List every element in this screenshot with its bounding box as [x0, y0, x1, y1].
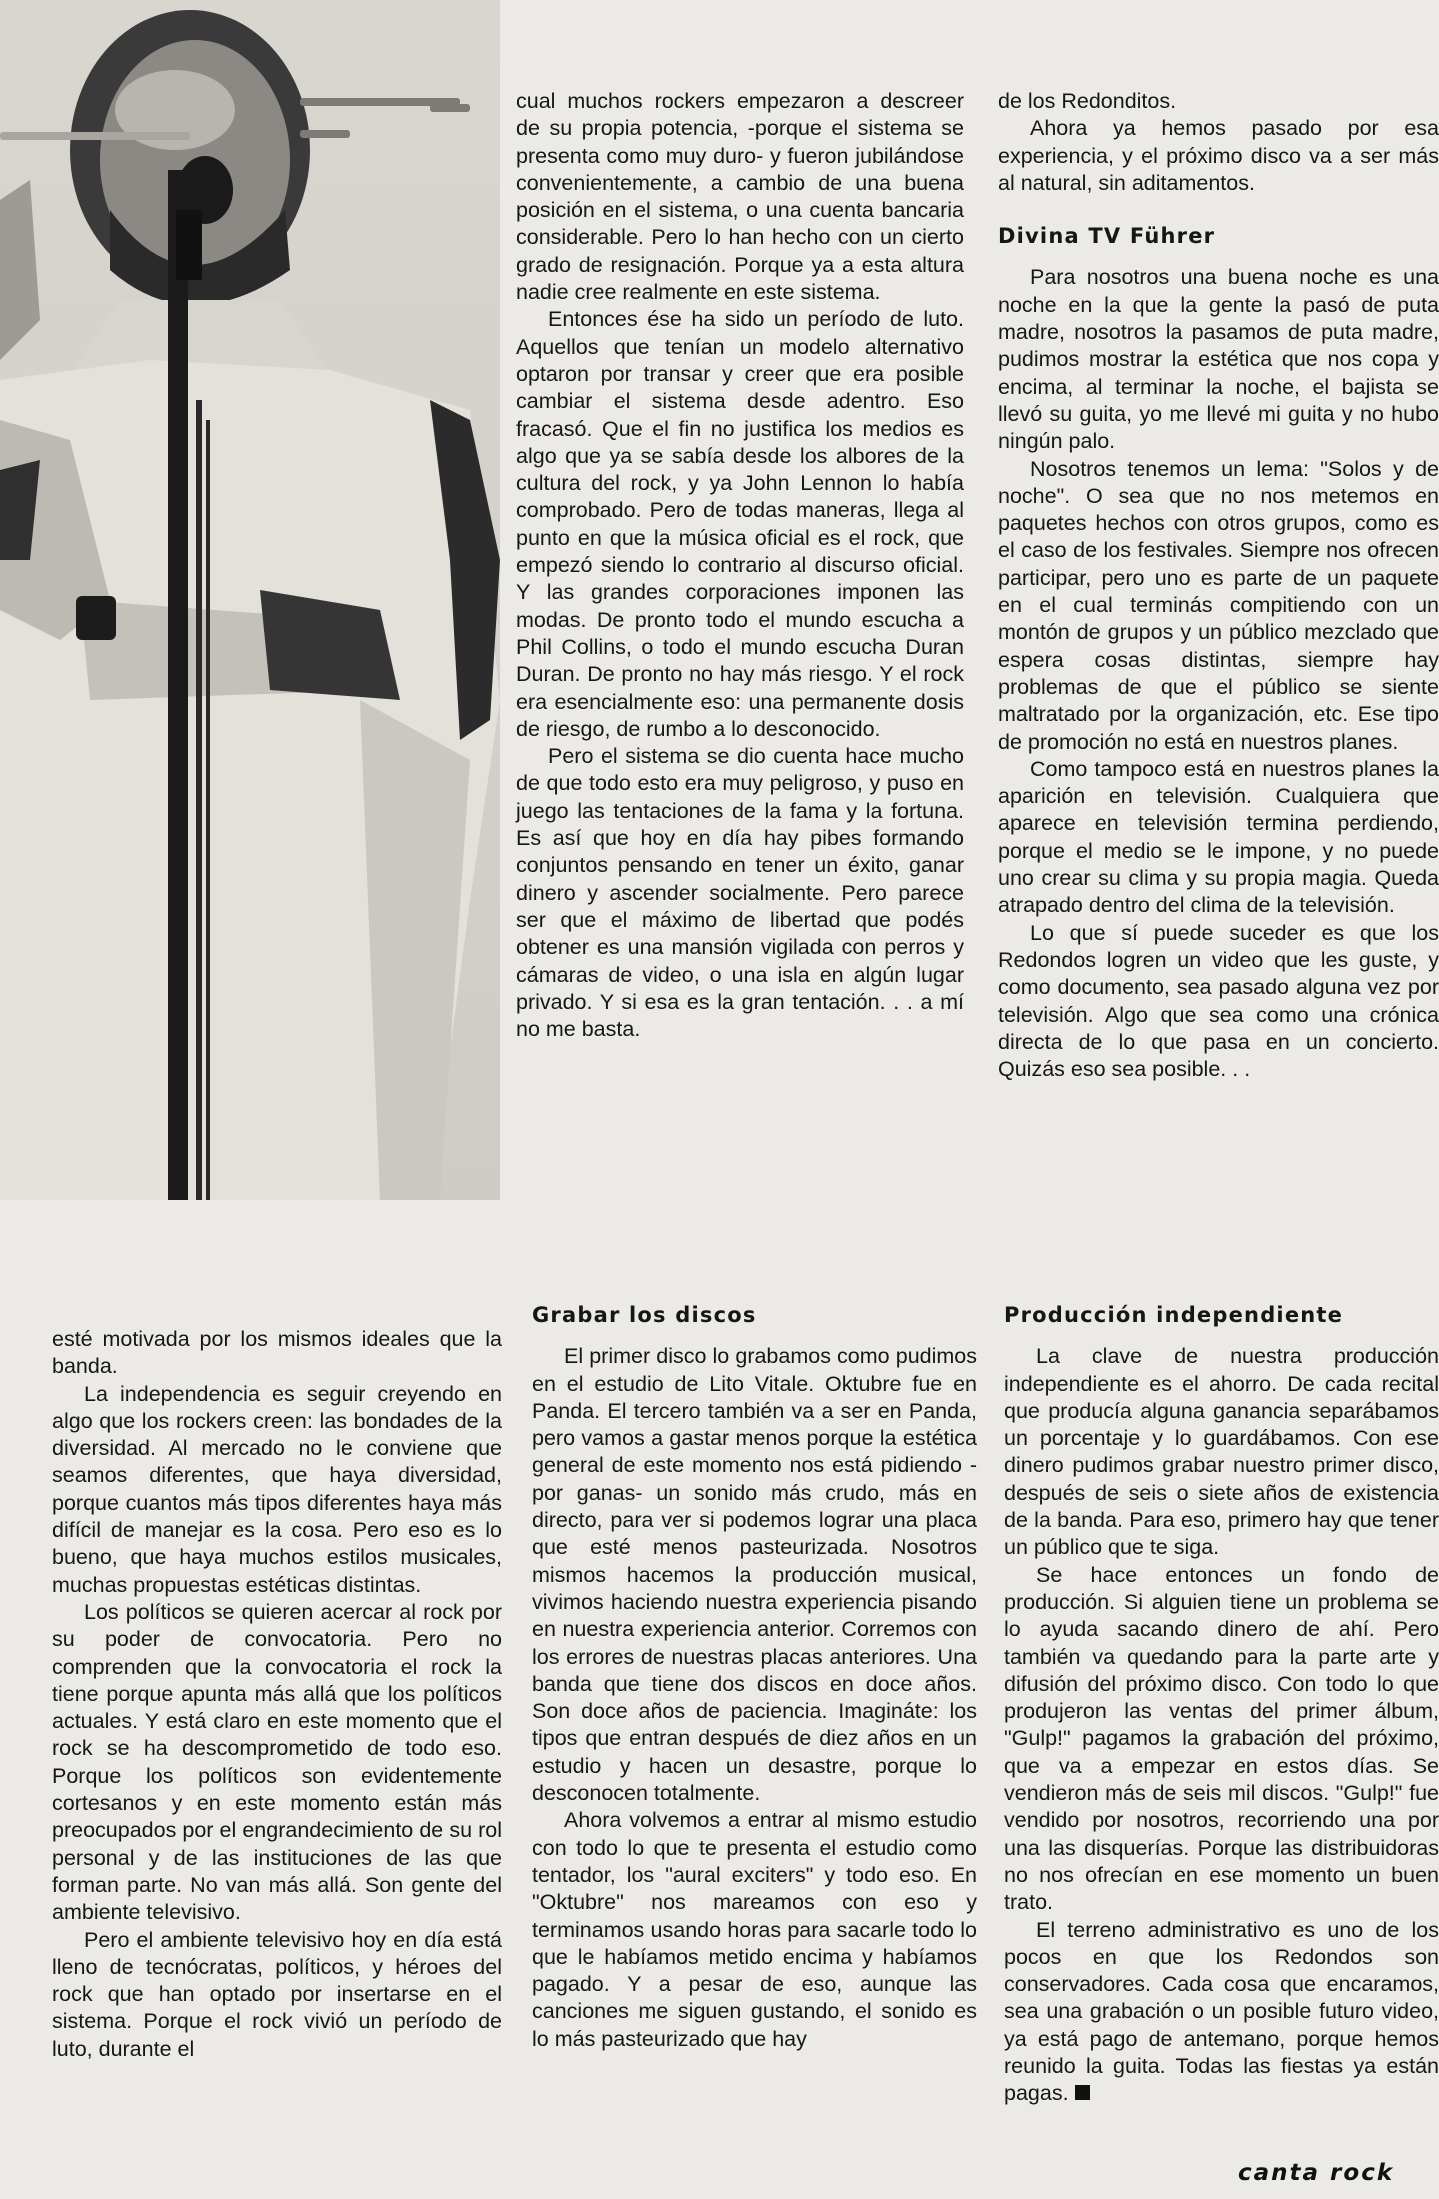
- paragraph: Nosotros tenemos un lema: "Solos y de noche". O sea que no nos metemos en paquetes hechos con otros grupos, como es el caso de los festivales. Siempre nos ofrecen participar, pero uno es parte de un paquete en el cual terminás compitiendo con un montón de grupos y un público mezclado que espera cosas distintas, siempre hay problemas de que el público se siente maltratado por la organización, etc. Ese tipo de promoción no está en nuestros planes.: [998, 456, 1439, 754]
- section-heading: Divina TV Führer: [998, 224, 1216, 249]
- paragraph-text: El terreno administrativo es uno de los pocos en que los Redondos son conservadores. Cada cosa que encaramos, sea una grabación o un posible futuro video, ya está pago de antemano, porque hemos reunido la guita. Todas las fiestas ya están pagas.: [1004, 1917, 1439, 2106]
- article-column-bottom-left: [52, 1326, 502, 2063]
- section-heading: Grabar los discos: [532, 1303, 757, 1327]
- paragraph: La clave de nuestra producción independiente es el ahorro. De cada recital que producía alguna ganancia separábamos un porcentaje y lo guardábamos. Con ese dinero pudimos grabar nuestro primer disco, después de seis o siete años de existencia de la banda. Para eso, primero hay que tener un público que te siga.: [1004, 1344, 1439, 1560]
- paragraph: Ahora volvemos a entrar al mismo estudio con todo lo que te presenta el estudio como tentador, los "aural exciters" y todo eso. En "Oktubre" nos mareamos con eso y terminamos usando horas para sacarle todo lo que le habíamos metido encima y habíamos pagado. Y a pesar de eso, aunque las canciones me siguen gustando, el sonido es lo más pasteurizado que hay: [532, 1808, 977, 2051]
- paragraph: [1004, 1917, 1439, 2108]
- paragraph: La independencia es seguir creyendo en algo que los rockers creen: las bondades de la diversidad. Al mercado no le conviene que seamos diferentes, que haya diversidad, porque cuantos más tipos diferentes haya más difícil de manejar es la cosa. Pero eso es lo bueno, que haya muchos estilos musicales, muchas propuestas estéticas distintas.: [52, 1381, 502, 1597]
- article-column-bottom-middle: [532, 1302, 977, 2053]
- article-column-top-middle: [516, 88, 964, 1043]
- paragraph: Ahora ya hemos pasado por esa experiencia, y el próximo disco va a ser más al natural, sin aditamentos.: [998, 116, 1439, 195]
- paragraph: El primer disco lo grabamos como pudimos en el estudio de Lito Vitale. Oktubre fue en Panda. El tercero también va a ser en Panda, pero vamos a gastar menos porque la estética general de este momento nos está pidiendo -por ganas- un sonido más crudo, más en directo, para ver si podemos lograr una placa que esté menos pasteurizada. Nosotros mismos hacemos la producción musical, vivimos haciendo nuestra experiencia pisando en nuestra experiencia anterior. Corremos con los errores de nuestras placas anteriores. Una banda que tiene dos discos en doce años. Son doce años de paciencia. Imagináte: los tipos que entran después de diez años en un estudio y hacen un desastre, porque lo desconocen totalmente.: [532, 1344, 977, 1806]
- paragraph: Pero el ambiente televisivo hoy en día está lleno de tecnócratas, políticos, y héroes del rock que han optado por insertarse en el sistema. Porque el rock vivió un período de luto, durante el: [52, 1927, 502, 2061]
- paragraph: Lo que sí puede suceder es que los Redondos logren un video que les guste, y como documento, sea pasado alguna vez por televisión. Algo que sea como una crónica directa de lo que pasa en un concierto. Quizás eso sea posible. . .: [998, 920, 1439, 1082]
- print-mark: [430, 104, 470, 112]
- paragraph: esté motivada por los mismos ideales que la banda.: [52, 1327, 502, 1379]
- paragraph: cual muchos rockers empezaron a descreer de su propia potencia, -porque el sistema se presenta como muy duro- y fueron jubilándose convenientemente, a cambio de una buena posición en el sistema, o una cuenta bancaria considerable. Pero lo han hecho con un cierto grado de resignación. Porque ya a esta altura nadie cree realmente en este sistema.: [516, 89, 964, 305]
- paragraph: Los políticos se quieren acercar al rock por su poder de convocatoria. Pero no comprenden que la convocatoria el rock la tiene porque apunta más allá que los políticos actuales. Y está claro en este momento que el rock se ha descomprometido de todo eso. Porque los políticos son evidentemente cortesanos y en este momento están más preocupados por el engrandecimiento de su rol personal y de las instituciones de las que forman parte. No van más allá. Son gente del ambiente televisivo.: [52, 1599, 502, 1925]
- print-mark: [300, 130, 350, 138]
- end-of-article-icon: [1075, 2085, 1090, 2100]
- section-heading: Producción independiente: [1004, 1303, 1344, 1327]
- paragraph: Se hace entonces un fondo de producción. Si alguien tiene un problema se lo ayuda sacando dinero de ahí. Pero también va quedando para la parte arte y difusión del próximo disco. Con todo lo que produjeron las ventas del primer álbum, "Gulp!" pagamos la grabación del próximo, que va a empezar en estos días. Se vendieron más de seis mil discos. "Gulp!" fue vendido por nosotros, recorriendo una por una las disquerías. Porque las distribuidoras no nos ofrecían en ese momento un buen trato.: [1004, 1562, 1439, 1915]
- paragraph: Como tampoco está en nuestros planes la aparición en televisión. Cualquiera que aparece en televisión termina perdiendo, porque el medio se le impone, y no puede uno crear su clima y su propia magia. Queda atrapado dentro del clima de la televisión.: [998, 756, 1439, 918]
- paragraph: de los Redonditos.: [998, 89, 1177, 113]
- paragraph: Para nosotros una buena noche es una noche en la que la gente la pasó de puta madre, nosotros la pasamos de puta madre, pudimos mostrar la estética que nos copa y encima, al terminar la noche, el bajista se llevó su guita, yo me llevé mi guita y no hubo ningún palo.: [998, 265, 1439, 454]
- concert-singer-photo-icon: [0, 0, 500, 1200]
- article-column-bottom-right: [1004, 1302, 1439, 2108]
- article-column-top-right: [998, 88, 1439, 1083]
- magazine-footer: canta rock: [1238, 2160, 1395, 2186]
- print-mark: [0, 132, 190, 140]
- paragraph: Pero el sistema se dio cuenta hace mucho de que todo esto era muy peligroso, y puso en juego las tentaciones de la fama y la fortuna. Es así que hoy en día hay pibes formando conjuntos pensando en tener un éxito, ganar dinero y ascender socialmente. Pero parece ser que el máximo de libertad que podés obtener es una mansión vigilada con perros y cámaras de video, o una isla en algún lugar privado. Y si esa es la gran tentación. . . a mí no me basta.: [516, 744, 964, 1042]
- singer-photo: [0, 0, 500, 1200]
- paragraph: Entonces ése ha sido un período de luto. Aquellos que tenían un modelo alternativo optaron por transar y creer que era posible cambiar el sistema desde adentro. Eso fracasó. Que el fin no justifica los medios es algo que ya se sabía desde los albores de la cultura del rock, y ya John Lennon lo había comprobado. Pero de todas maneras, llega al punto en que la música oficial es el rock, que empezó siendo lo contrario al discurso oficial. Y las grandes corporaciones imponen las modas. De pronto todo el mundo escucha a Phil Collins, o todo el mundo escucha Duran Duran. De pronto no hay más riesgo. Y el rock era esencialmente eso: una permanente dosis de riesgo, de rumbo a lo desconocido.: [516, 307, 964, 741]
